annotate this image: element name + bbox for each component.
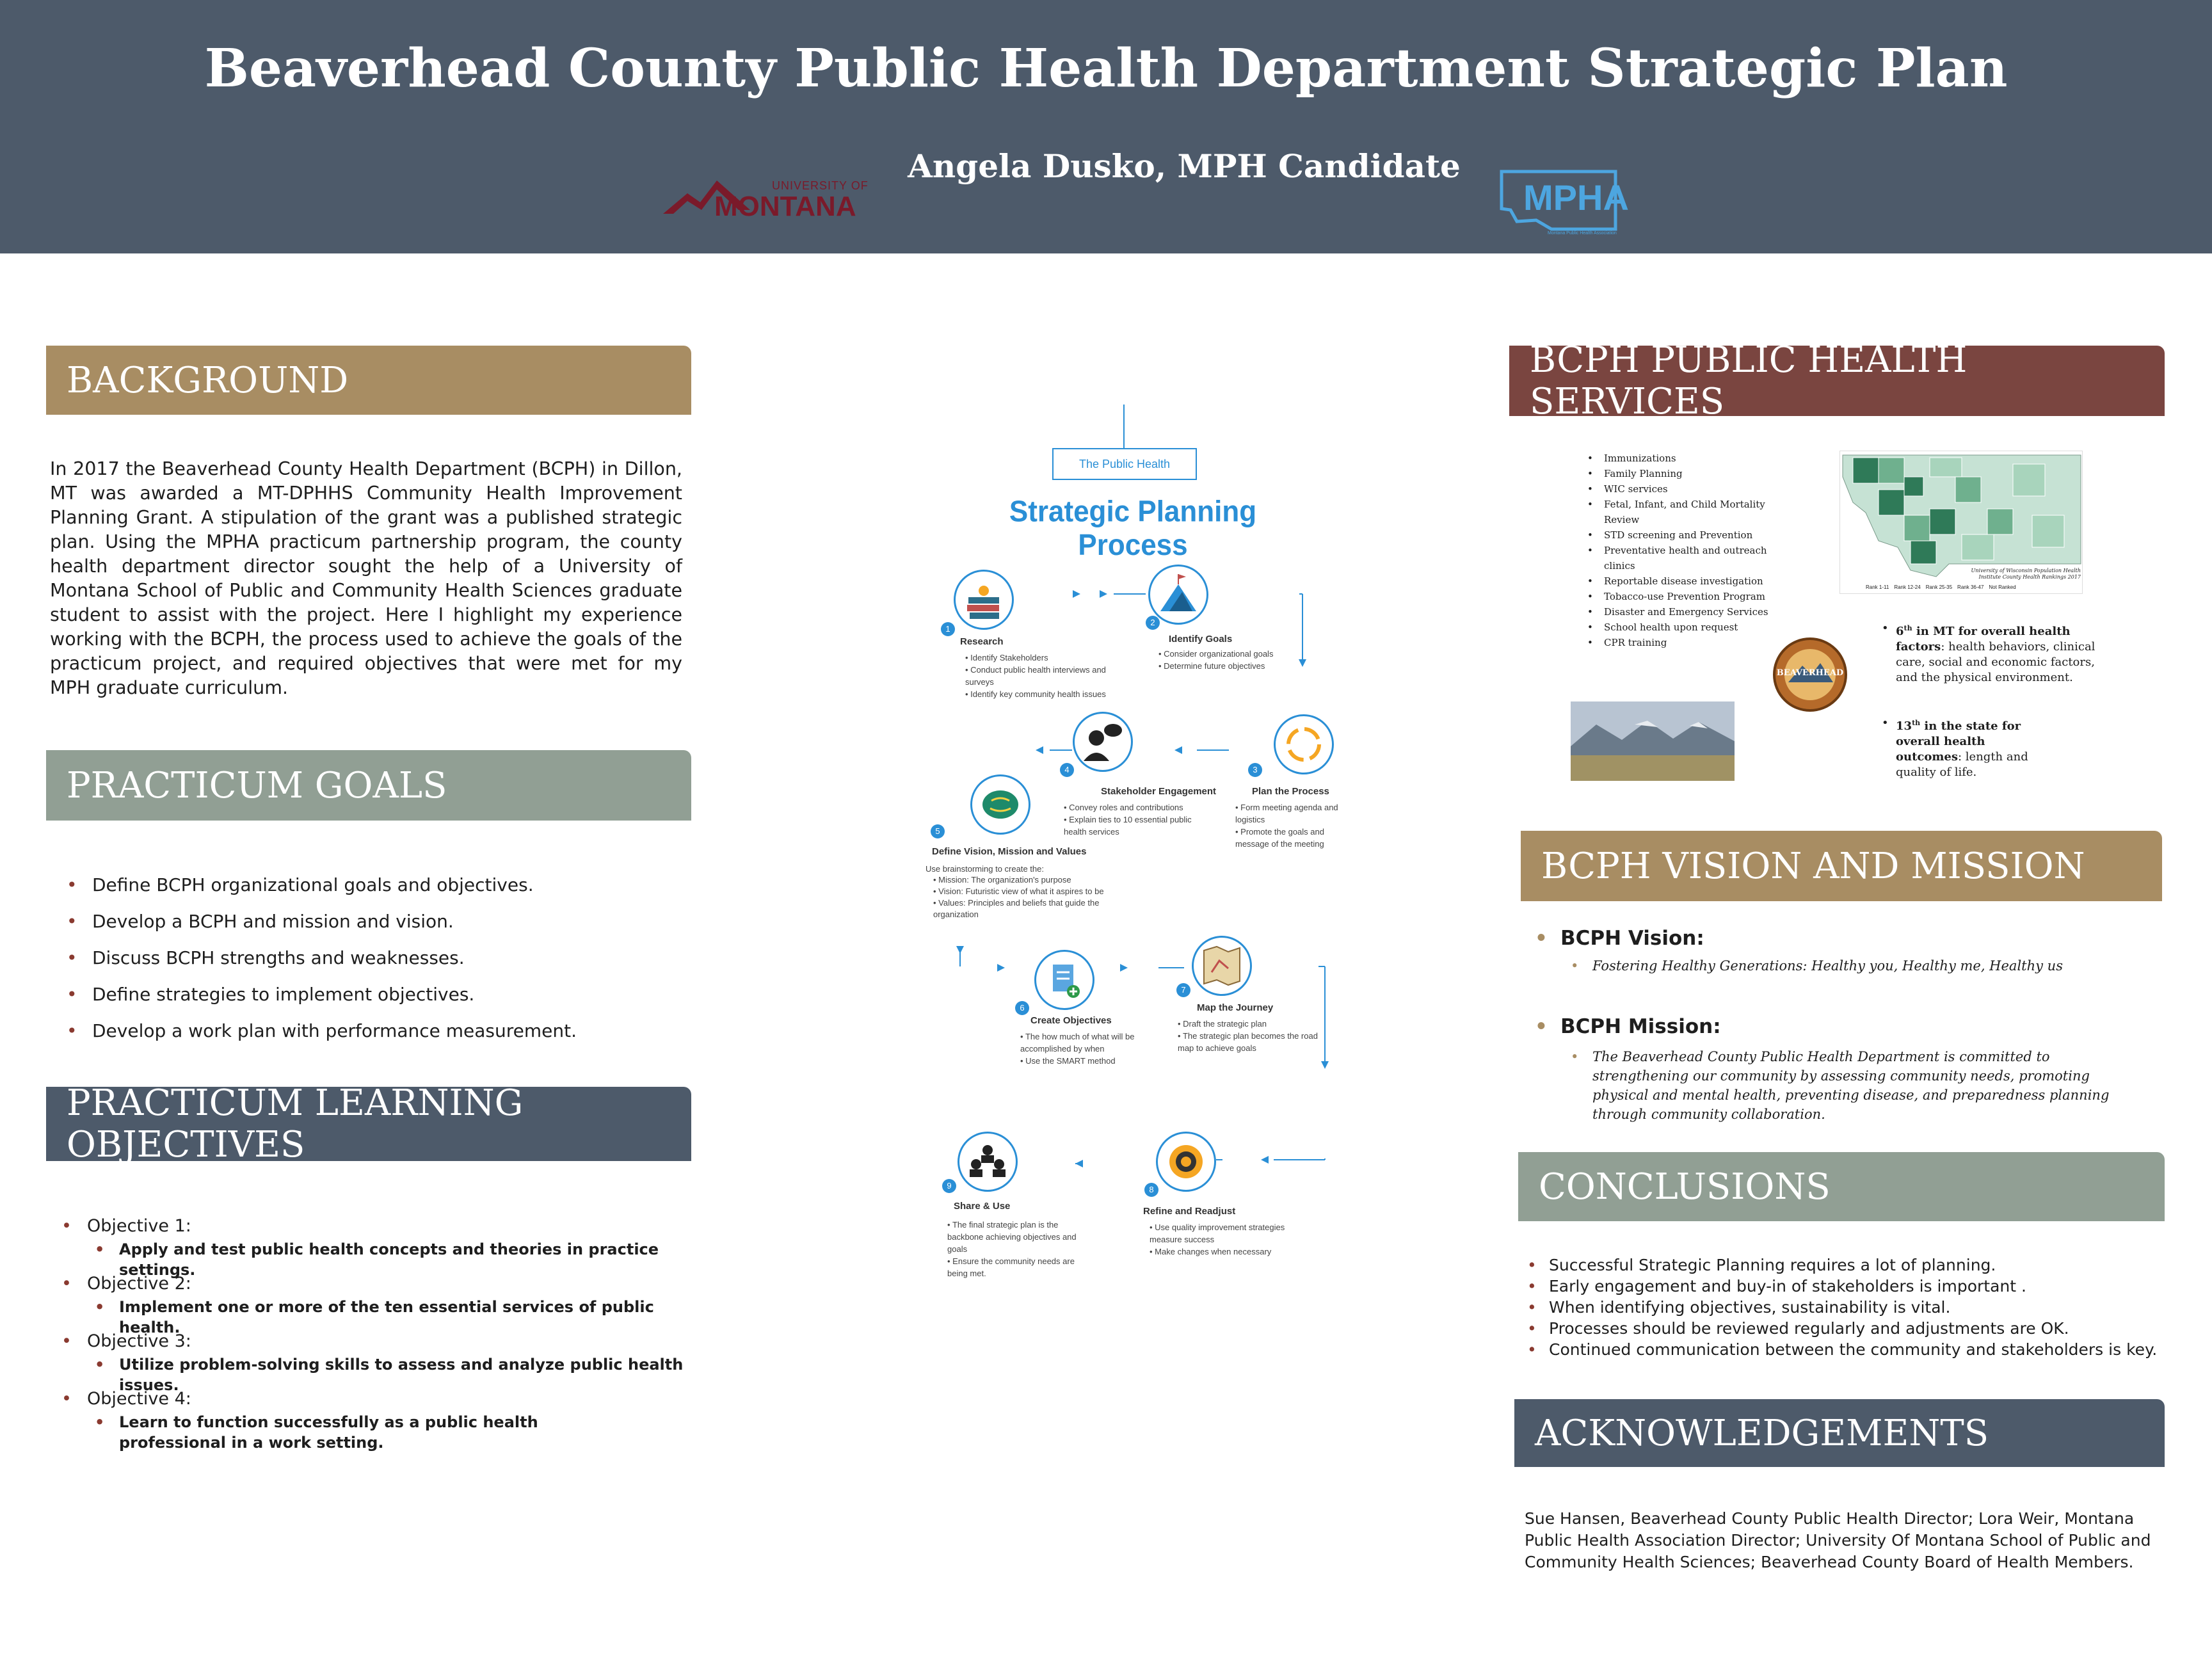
legend-item: Rank 12-24 [1894,584,1921,590]
step-title: Create Objectives [1030,1015,1112,1026]
step-bullet: • Mission: The organization's purpose [933,874,1125,886]
step-bullet: • Values: Principles and beliefs that guide the organization [933,897,1125,920]
step-bullets [1064,801,1211,838]
arrow-right-icon [1100,590,1107,598]
conclusion-item: • Early engagement and buy-in of stakeholders is important . [1527,1277,2026,1295]
service-item: • Preventative health and outreach clinics [1587,545,1767,572]
conclusions-list [1527,1254,2161,1360]
service-item: • Family Planning [1587,468,1683,479]
objective-detail: Learn to function successfully as a public health professional in a work setting. [119,1413,538,1452]
step-title: Define Vision, Mission and Values [932,846,1087,857]
arrow-right-icon [997,964,1005,972]
ranking-health-outcomes: • 13th in the state for overall health outcomes: length and quality of life. [1882,716,2028,779]
legend-item: Rank 36-47 [1957,584,1984,590]
goal-item: • Discuss BCPH strengths and weaknesses. [67,940,681,976]
step-number: 9 [942,1179,956,1193]
step-bullet: • Form meeting agenda and logistics [1235,801,1350,826]
step-title: Identify Goals [1169,634,1233,645]
vision-mission-heading: BCPH VISION AND MISSION [1521,831,2162,901]
step-title: Stakeholder Engagement [1101,786,1217,797]
step-title: Refine and Readjust [1143,1206,1236,1217]
conclusion-item: • When identifying objectives, sustainability is vital. [1527,1298,1951,1317]
objective-detail: Apply and test public health concepts and theories in practice settings. [119,1240,659,1279]
acknowledgements-heading: ACKNOWLEDGEMENTS [1514,1399,2165,1467]
process-tag: The Public Health [1052,448,1197,480]
mpha-logo [1498,168,1629,237]
conclusion-item: • Processes should be reviewed regularly and adjustments are OK. [1527,1319,2069,1338]
logo-um-top: UNIVERSITY OF [772,179,869,192]
strategic-planning-diagram [915,397,1363,1293]
ranking-health-factors: • 6th in MT for overall health factors: health behaviors, clinical care, social and economic factors, and the physical environment. [1882,621,2096,684]
objective-block: • Objective 4: • Learn to function successfully as a public health professional in a work setting. [61,1389,538,1452]
rank1-rest: : health behaviors, clinical care, social and economic factors, and the physical environment. [1896,640,2096,684]
goal-item: • Define BCPH organizational goals and objectives. [67,867,681,903]
acknowledgements-text: Sue Hansen, Beaverhead County Public Health Director; Lora Weir, Montana Public Health Association Director; University Of Montana School of Public and Community Health Sciences; Beaverhead County Board of Health Members. [1525,1509,2151,1571]
rank2-sup: th [1912,719,1921,727]
step-bullets [933,874,1125,920]
step-number: 5 [931,824,945,838]
arrow-down-icon [1321,1061,1329,1069]
step-number: 8 [1144,1183,1158,1197]
mountain-flag-icon [1148,565,1208,625]
goal-item: • Define strategies to implement objectives. [67,976,681,1013]
service-item: • CPR training [1587,637,1667,648]
arrow-left-icon [1075,1160,1083,1167]
service-item: • School health upon request [1587,621,1738,633]
rank1-sup: th [1903,624,1912,632]
step-bullet: • Explain ties to 10 essential public health services [1064,813,1211,838]
rank2-bold: in the state for overall health outcomes [1896,719,2021,764]
step-bullet: • Convey roles and contributions [1064,801,1211,813]
people-network-icon [958,1132,1018,1192]
arrow-left-icon [1036,746,1043,754]
conclusion-item: • Successful Strategic Planning requires a lot of planning. [1527,1256,1996,1274]
step-bullets [1158,648,1325,672]
step-bullet: • The strategic plan becomes the road map to achieve goals [1178,1030,1331,1054]
arrow-left-icon [1261,1156,1269,1164]
step-bullet: • Use the SMART method [1020,1055,1148,1067]
step-title: Map the Journey [1197,1002,1274,1013]
poster-title: Beaverhead County Public Health Department Strategic Plan [204,38,2008,99]
step-bullet: • Ensure the community needs are being met. [947,1255,1088,1279]
step-bullet: • Draft the strategic plan [1178,1018,1331,1030]
cycle-arrows-icon [1274,714,1334,774]
step-title: Research [960,636,1004,647]
step-bullet: • Vision: Futuristic view of what it aspires to be [933,886,1125,897]
vision-label: BCPH Vision: [1560,927,1704,950]
objective-label: Objective 4: [87,1389,191,1409]
service-item: • Tobacco-use Prevention Program [1587,591,1765,602]
poster-author: Angela Dusko, MPH Candidate [908,147,1461,185]
research-icon [954,570,1014,630]
landscape-photo [1571,701,1735,781]
rank1-number: 6 [1896,625,1904,638]
target-gear-icon [1156,1132,1216,1192]
legend-item: Not Ranked [1989,584,2016,590]
objective-block: • Objective 2: • Implement one or more of the ten essential services of public health. [61,1274,654,1336]
legend-item: Rank 1-11 [1866,584,1889,590]
process-title: Strategic Planning Process [1009,495,1257,562]
conclusions-heading: CONCLUSIONS [1518,1152,2165,1221]
vision-block: • BCPH Vision: • Fostering Healthy Generations: Healthy you, Healthy me, Healthy us • BCPH Mission: • The Beaverhead County Public Health Department is committed to strengthening our community by assessing community needs, promoting physical and mental health, preventing disease, and preparedness planning through community collaboration. [1535,927,2110,1122]
mission-text: The Beaverhead County Public Health Department is committed to strengthening our community by assessing community needs, promoting physical and mental health, preventing disease, and preparedness planning through community collaboration. [1592,1049,2110,1122]
step-bullets [1178,1018,1331,1054]
logo-mpha-text: MPHA [1523,177,1629,218]
step-bullet: • Consider organizational goals [1158,648,1325,660]
university-of-montana-logo [662,174,879,221]
legend-item: Rank 25-35 [1925,584,1953,590]
step-title: Share & Use [954,1201,1011,1212]
goal-item: • Develop a work plan with performance measurement. [67,1013,681,1049]
practicum-goals-heading: PRACTICUM GOALS [46,750,691,821]
step-bullet: • Use quality improvement strategies measure success [1150,1221,1303,1246]
arrow-right-icon [1073,590,1080,598]
background-heading: BACKGROUND [46,346,691,415]
step-bullet: • Conduct public health interviews and surveys [965,664,1132,688]
step-bullets [965,652,1132,700]
step-bullets [1235,801,1350,850]
step-number: 1 [941,622,955,636]
step-bullet: • Identify Stakeholders [965,652,1132,664]
stakeholder-speech-icon [1073,712,1133,772]
document-add-icon [1034,950,1094,1010]
learning-objectives-heading: PRACTICUM LEARNING OBJECTIVES [46,1087,691,1161]
map-caption: University of Wisconsin Population Health Institute County Health Rankings 2017 [1971,568,2081,580]
goal-item: • Develop a BCPH and mission and vision. [67,903,681,940]
objective-detail: Implement one or more of the ten essential services of public health. [119,1298,654,1336]
objective-block: • Objective 1: • Apply and test public health concepts and theories in practice settings. [61,1216,659,1279]
step-title: Plan the Process [1252,786,1329,797]
step-bullet: • Determine future objectives [1158,660,1325,672]
step-number: 3 [1248,763,1262,777]
vision-text: Fostering Healthy Generations: Healthy you, Healthy me, Healthy us [1592,958,2063,974]
services-list [1587,451,1779,650]
step-bullets [1150,1221,1303,1258]
arrow-right-icon [1120,964,1128,972]
montana-county-map [1839,451,2083,594]
logo-um-bottom: MONTANA [714,191,856,222]
background-text: In 2017 the Beaverhead County Health Department (BCPH) in Dillon, MT was awarded a MT-DPHHS Community Health Improvement Planning Grant. A stipulation of the grant was a published strategic plan. Using the MPHA practicum partnership program, the county health department director sought the help of a University of Montana School of Public and Community Health Sciences graduate student to assist with the project. Here I highlight my experience working with the BCPH, the process used to achieve the goals of the practicum project, and required objectives that were met for my MPH graduate curriculum. [50,458,682,698]
objective-label: Objective 2: [87,1274,191,1294]
brain-icon [970,774,1030,835]
step-intro: Use brainstorming to create the: [926,864,1044,874]
step-bullet: • Make changes when necessary [1150,1246,1303,1258]
practicum-goals-list [67,867,681,1049]
learning-objectives-list [61,1214,689,1453]
seal-text: BEAVERHEAD [1776,668,1844,678]
service-item: • Reportable disease investigation [1587,575,1763,587]
objective-detail: Utilize problem-solving skills to assess and analyze public health issues. [119,1356,684,1394]
step-bullet: • Promote the goals and message of the meeting [1235,826,1350,850]
arrow-down-icon [956,946,964,954]
conclusion-item: • Continued communication between the community and stakeholders is key. [1527,1340,2158,1359]
rank2-number: 13 [1896,719,1912,733]
step-number: 7 [1176,983,1190,997]
rank2-rest: : length and quality of life. [1896,750,2028,779]
step-number: 6 [1015,1001,1029,1015]
objective-label: Objective 3: [87,1331,191,1351]
step-number: 4 [1060,763,1074,777]
map-legend [1866,584,2016,590]
step-bullets [1020,1030,1148,1067]
objective-block: • Objective 3: • Utilize problem-solving skills to assess and analyze public health issues. [61,1331,684,1394]
mission-label: BCPH Mission: [1560,1015,1721,1038]
rank1-bold: in MT for overall health factors [1896,625,2071,653]
step-bullet: • The final strategic plan is the backbone achieving objectives and goals [947,1219,1088,1255]
service-item: • Disaster and Emergency Services [1587,606,1768,618]
service-item: • Fetal, Infant, and Child Mortality Review [1587,499,1765,525]
service-item: • Immunizations [1587,453,1676,464]
step-number: 2 [1146,616,1160,630]
logo-mpha-sub: Montana Public Health Association [1548,231,1617,236]
service-item: • STD screening and Prevention [1587,529,1753,541]
step-bullet: • Identify key community health issues [965,688,1132,700]
services-heading: BCPH PUBLIC HEALTH SERVICES [1509,346,2165,416]
step-bullets [947,1219,1088,1279]
arrow-left-icon [1174,746,1182,754]
beaverhead-seal [1773,637,1847,712]
objective-label: Objective 1: [87,1216,191,1236]
step-bullet: • The how much of what will be accomplished by when [1020,1030,1148,1055]
service-item: • WIC services [1587,483,1668,495]
map-icon [1192,936,1252,996]
